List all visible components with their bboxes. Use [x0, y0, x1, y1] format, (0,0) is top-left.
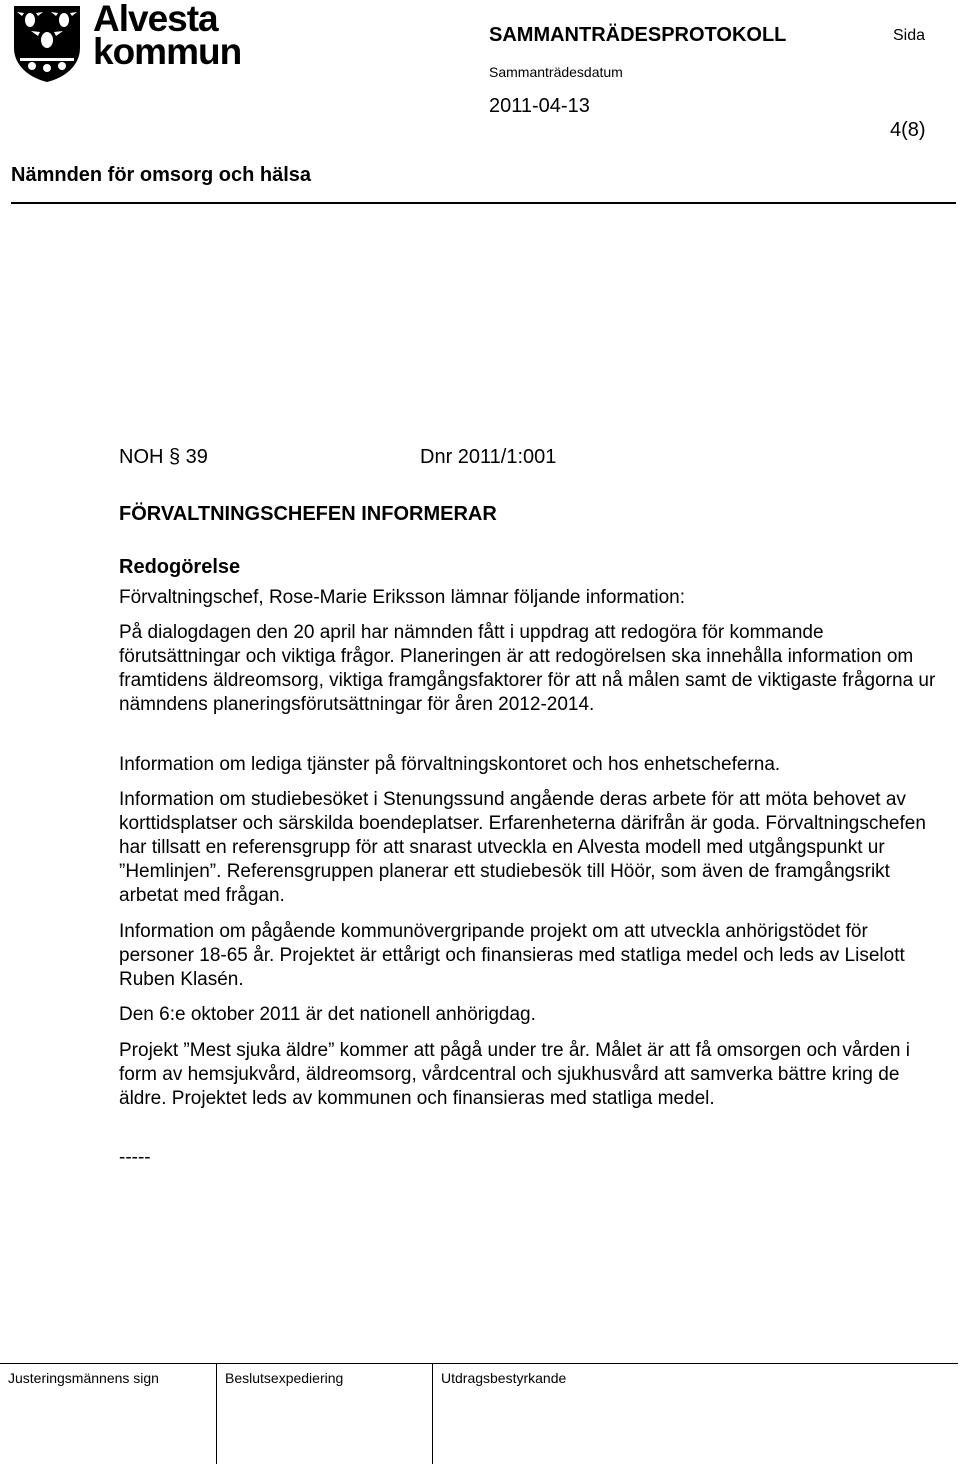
footer-signature-label: Justeringsmännens sign [8, 1370, 159, 1386]
footer-signature-box [0, 1363, 214, 1464]
logo-line-2: kommun [93, 31, 242, 72]
committee-name: Nämnden för omsorg och hälsa [11, 164, 312, 186]
section-title: FÖRVALTNINGSCHEFEN INFORMERAR [119, 503, 497, 525]
meeting-date-label: Sammanträdesdatum [489, 64, 623, 80]
footer-certification-label: Utdragsbestyrkande [441, 1370, 567, 1386]
header-divider [11, 202, 956, 204]
meeting-date: 2011-04-13 [489, 95, 590, 117]
case-number: NOH § 39 [119, 446, 208, 468]
paragraph-carer-support: Information om pågående kommunövergripande projekt om att utveckla anhörigstödet för personer 18-65 år. Projektet är ettårigt och finansieras med statliga medel och leds av Liselott Ruben Klasén. [119, 921, 905, 990]
intro-paragraph: Förvaltningschef, Rose-Marie Eriksson lämnar följande information: [119, 587, 686, 608]
subheading: Redogörelse [119, 556, 241, 578]
paragraph-study-visit: Information om studiebesöket i Stenungssund angående deras arbete för att möta behovet av korttidsplatser och särskilda boendeplatser. Erfarenheterna därifrån är goda. Förvaltningschefen har tillsatt en referensgrupp för att snarast utveckla en Alvesta modell med utgångspunkt ur ”Hemlinjen”. Referensgruppen planerar ett studiebesök till Höör, som även de framgångsrikt arbetat med frågan. [119, 789, 926, 906]
paragraph-elderly-project: Projekt ”Mest sjuka äldre” kommer att pågå under tre år. Målet är att få omsorgen och vården i form av hemsjukvård, äldreomsorg, vårdcentral och sjukhusvård att samverka bättre kring de äldre. Projektet leds av kommunen och finansieras med statliga medel. [119, 1040, 910, 1109]
section-end-mark: ----- [119, 1147, 151, 1168]
footer-dispatch-label: Beslutsexpediering [225, 1370, 344, 1386]
document-type: SAMMANTRÄDESPROTOKOLL [489, 24, 787, 46]
page-number: 4(8) [890, 119, 926, 141]
municipal-shield-icon [12, 4, 82, 84]
footer-dispatch-box [216, 1363, 431, 1464]
paragraph-vacancies: Information om lediga tjänster på förvaltningskontoret och hos enhetscheferna. [119, 754, 781, 775]
page-label: Sida [893, 27, 926, 44]
logo-line-1: Alvesta [93, 0, 218, 39]
footer-certification-box [432, 1363, 959, 1464]
municipality-logo-text [93, 0, 242, 72]
paragraph-carer-day: Den 6:e oktober 2011 är det nationell anhörigdag. [119, 1004, 536, 1025]
case-dnr: Dnr 2011/1:001 [420, 446, 557, 468]
paragraph-dialogdag: På dialogdagen den 20 april har nämnden fått i uppdrag att redogöra för kommande förutsättningar och viktiga frågor. Planeringen är att redogörelsen ska innehålla information om framtidens äldreomsorg, viktiga framgångsfaktorer för att nå målen samt de viktigaste frågorna ur nämndens planeringsförutsättningar för åren 2012-2014. [119, 622, 936, 715]
